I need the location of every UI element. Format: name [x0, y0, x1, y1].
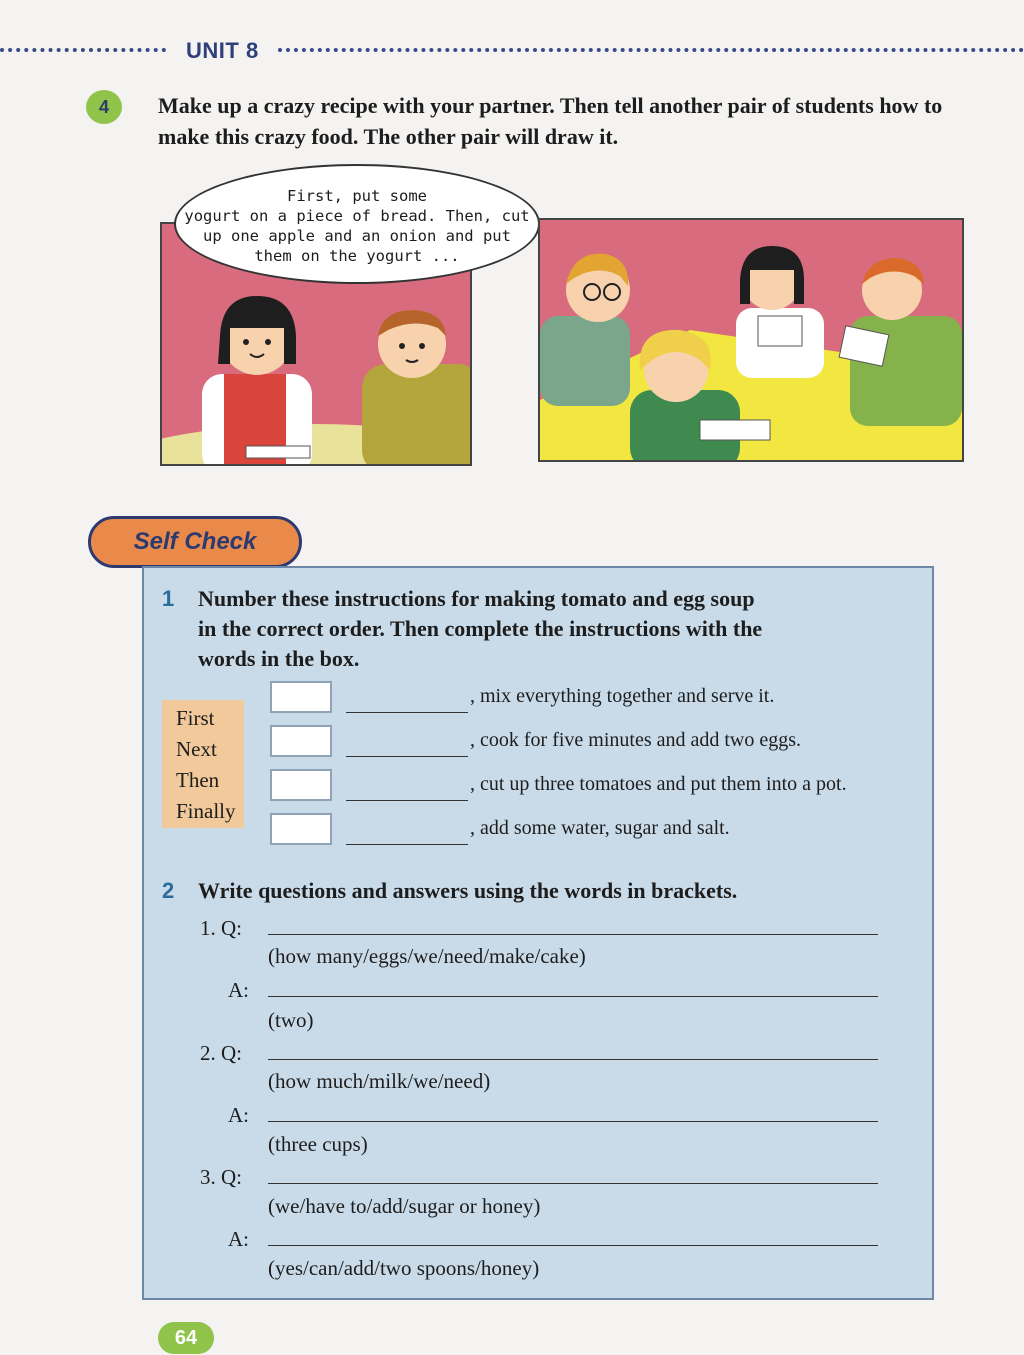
header-dots-left — [0, 48, 166, 52]
answer-label: A: — [228, 1103, 249, 1127]
word-blank[interactable] — [346, 844, 468, 845]
question-label: 3. Q: — [200, 1165, 242, 1189]
instruction-text: , add some water, sugar and salt. — [470, 817, 730, 839]
word-box-item: First — [176, 706, 215, 730]
order-number-box[interactable] — [270, 681, 332, 713]
answer-hint: (yes/can/add/two spoons/honey) — [268, 1256, 540, 1280]
word-blank[interactable] — [346, 800, 468, 801]
question-hint: (how much/milk/we/need) — [268, 1069, 491, 1093]
answer-line[interactable] — [268, 996, 878, 997]
question-1-line: words in the box. — [198, 646, 360, 671]
question-2-instruction: Write questions and answers using the words in brackets. — [198, 878, 738, 903]
instruction-text: , cut up three tomatoes and put them into a pot. — [470, 773, 847, 795]
order-number-box[interactable] — [270, 725, 332, 757]
speech-line: up one apple and an onion and put — [203, 227, 511, 245]
self-check-box — [142, 566, 934, 1300]
answer-line[interactable] — [268, 1121, 878, 1122]
task-number-badge: 4 — [86, 90, 122, 124]
speech-line: them on the yogurt ... — [254, 247, 460, 265]
question-label: 1. Q: — [200, 916, 242, 940]
word-blank[interactable] — [346, 712, 468, 713]
question-hint: (how many/eggs/we/need/make/cake) — [268, 944, 586, 968]
speech-bubble — [174, 164, 540, 284]
word-box-item: Then — [176, 768, 220, 792]
unit-title: UNIT 8 — [186, 38, 259, 63]
illustration-right-scene — [540, 220, 962, 460]
header-dots-right — [278, 48, 1024, 52]
question-hint: (we/have to/add/sugar or honey) — [268, 1194, 541, 1218]
instruction-text: , cook for five minutes and add two eggs. — [470, 729, 802, 751]
task-instruction: Make up a crazy recipe with your partner. Then tell another pair of students how to make this crazy food. The other pair will draw it. — [158, 93, 943, 149]
question-1-line: Number these instructions for making tomato and egg soup — [198, 586, 755, 611]
order-number-box[interactable] — [270, 813, 332, 845]
self-check-badge: Self Check — [88, 516, 302, 568]
instruction-text: , mix everything together and serve it. — [470, 685, 775, 707]
answer-hint: (two) — [268, 1008, 314, 1032]
order-number-box[interactable] — [270, 769, 332, 801]
answer-line[interactable] — [268, 1245, 878, 1246]
answer-label: A: — [228, 1227, 249, 1251]
question-1-line: in the correct order. Then complete the instructions with the — [198, 616, 763, 641]
speech-line: First, put some — [287, 187, 427, 205]
question-label: 2. Q: — [200, 1041, 242, 1065]
word-box-item: Finally — [176, 799, 236, 823]
illustration-right-panel — [538, 218, 964, 462]
speech-line: yogurt on a piece of bread. Then, cut — [184, 207, 530, 225]
word-blank[interactable] — [346, 756, 468, 757]
answer-label: A: — [228, 978, 249, 1002]
answer-hint: (three cups) — [268, 1132, 368, 1156]
answer-line[interactable] — [268, 1183, 878, 1184]
question-1-number: 1 — [162, 586, 175, 611]
answer-line[interactable] — [268, 1059, 878, 1060]
word-box-item: Next — [176, 737, 217, 761]
answer-line[interactable] — [268, 934, 878, 935]
question-2-number: 2 — [162, 878, 175, 903]
page-number: 64 — [158, 1322, 214, 1354]
